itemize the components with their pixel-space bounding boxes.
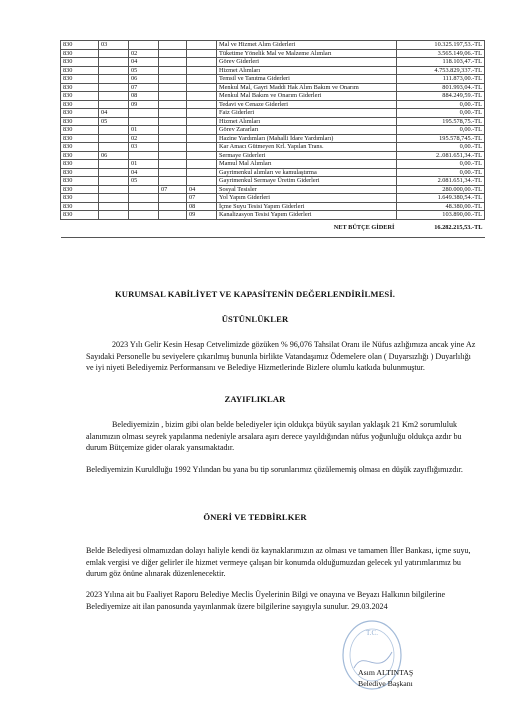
cell-code-1: 830 (61, 75, 99, 84)
table-row (61, 117, 485, 126)
cell-description: Mamul Mal Alımları (217, 160, 397, 169)
cell-code-2 (99, 134, 129, 143)
cell-code-5 (187, 83, 217, 92)
cell-code-1: 830 (61, 160, 99, 169)
cell-code-4 (159, 177, 187, 186)
signature-title: Belediye Başkanı (358, 678, 413, 688)
cell-code-1: 830 (61, 83, 99, 92)
table-row (61, 126, 485, 135)
cell-amount: 195.578,75.-TL (397, 117, 485, 126)
cell-code-4 (159, 41, 187, 50)
cell-code-5 (187, 117, 217, 126)
cell-code-1: 830 (61, 58, 99, 67)
cell-code-3 (129, 202, 159, 211)
table-row (61, 177, 485, 186)
cell-code-3 (129, 185, 159, 194)
cell-code-1: 830 (61, 41, 99, 50)
cell-code-2 (99, 177, 129, 186)
cell-code-2 (99, 160, 129, 169)
table-row (61, 49, 485, 58)
cell-description: Temsil ve Tanıtma Giderleri (217, 75, 397, 84)
cell-code-1: 830 (61, 211, 99, 220)
cell-code-2 (99, 168, 129, 177)
cell-code-5 (187, 58, 217, 67)
cell-code-5 (187, 168, 217, 177)
cell-description: Sosyal Tesisler (217, 185, 397, 194)
cell-code-4 (159, 100, 187, 109)
cell-amount: 195.578,745.-TL (397, 134, 485, 143)
cell-description: Hizmet Alımları (217, 117, 397, 126)
cell-code-3 (129, 109, 159, 118)
cell-code-5 (187, 151, 217, 160)
cell-code-1: 830 (61, 185, 99, 194)
cell-description: Görev Giderleri (217, 58, 397, 67)
cell-description: Tedavi ve Cenaze Giderleri (217, 100, 397, 109)
cell-code-5 (187, 160, 217, 169)
cell-code-4 (159, 66, 187, 75)
cell-amount: 0,00.-TL (397, 143, 485, 152)
cell-code-4 (159, 211, 187, 220)
cell-code-5 (187, 134, 217, 143)
cell-code-4 (159, 92, 187, 101)
cell-code-5 (187, 100, 217, 109)
cell-code-4 (159, 168, 187, 177)
cell-amount: 884.249,59.-TL (397, 92, 485, 101)
cell-description: Görev Zararları (217, 126, 397, 135)
cell-code-2 (99, 126, 129, 135)
cell-code-1: 830 (61, 177, 99, 186)
table-row (61, 143, 485, 152)
cell-code-2 (99, 83, 129, 92)
cell-description: Faiz Giderleri (217, 109, 397, 118)
stamp-label: T.C. (366, 629, 378, 637)
strengths-paragraph: 2023 Yılı Gelir Kesin Hesap Cetvelimizde gözüken % 96,076 Tahsilat Oranı ile Nüfus azlığımıza ancak yine Az Sayıdaki Personelle bu seviyelere çıkarılmış bununla birlikte Vatandaşımız Ödemelere olan ( Duyarsızlığı ) Duyarlılığı ve iyi niyeti Belediyemiz Performansını ve Belediye Hizmetlerinde Bizlere olumlu katkıda bulunmuştur. (86, 340, 476, 373)
table-row (61, 211, 485, 220)
table-row (61, 92, 485, 101)
cell-code-2 (99, 202, 129, 211)
weaknesses-paragraph-2: Belediyemizin Kuruldluğu 1992 Yılından bu yana bu tip sorunlarımız çözülememiş olması en düşük zayıflığımızdır. (86, 465, 463, 474)
cell-description: Gayrimenkul Sermaye Üretim Giderleri (217, 177, 397, 186)
cell-amount: 103.890,00.-TL (397, 211, 485, 220)
cell-code-3: 05 (129, 177, 159, 186)
cell-description: Kanalizasyon Tesisi Yapım Giderleri (217, 211, 397, 220)
cell-amount: 280.000,00.-TL (397, 185, 485, 194)
cell-amount: 3.565.149,06.-TL (397, 49, 485, 58)
cell-code-5 (187, 126, 217, 135)
cell-code-2 (99, 100, 129, 109)
cell-description: Sermaye Giderleri (217, 151, 397, 160)
cell-code-3: 07 (129, 83, 159, 92)
cell-description: Yol Yapım Giderleri (217, 194, 397, 203)
table-row (61, 151, 485, 160)
cell-code-5 (187, 41, 217, 50)
cell-code-2: 04 (99, 109, 129, 118)
total-amount: 16.282.215,53.-TL (397, 219, 485, 237)
cell-code-5 (187, 49, 217, 58)
cell-amount: 0,00.-TL (397, 126, 485, 135)
signature-name: Asım ALTINTAŞ (358, 668, 414, 677)
cell-code-4 (159, 194, 187, 203)
cell-code-1: 830 (61, 194, 99, 203)
cell-description: İçme Suyu Tesisi Yapım Giderleri (217, 202, 397, 211)
cell-amount: 2.081.651,34.-TL (397, 177, 485, 186)
cell-code-3 (129, 117, 159, 126)
table-row (61, 194, 485, 203)
cell-description: Kar Amacı Gütmeyen Krl. Yapılan Trans. (217, 143, 397, 152)
heading-recommendations: ÖNERİ VE TEDBİRLKER (203, 512, 307, 522)
cell-code-1: 830 (61, 143, 99, 152)
cell-code-1: 830 (61, 134, 99, 143)
cell-code-2 (99, 75, 129, 84)
cell-code-1: 830 (61, 49, 99, 58)
signature-block (358, 668, 413, 689)
cell-code-1: 830 (61, 100, 99, 109)
cell-code-2 (99, 66, 129, 75)
cell-code-1: 830 (61, 92, 99, 101)
cell-code-3: 09 (129, 100, 159, 109)
cell-code-4 (159, 117, 187, 126)
budget-table (60, 40, 485, 238)
cell-code-2 (99, 92, 129, 101)
cell-code-2 (99, 143, 129, 152)
cell-code-3: 06 (129, 75, 159, 84)
cell-code-3: 05 (129, 66, 159, 75)
cell-code-3: 01 (129, 126, 159, 135)
cell-code-3 (129, 211, 159, 220)
cell-code-5: 07 (187, 194, 217, 203)
table-row (61, 41, 485, 50)
cell-description: Tüketime Yönelik Mal ve Malzeme Alımları (217, 49, 397, 58)
cell-description: Menkul Mal, Gayri Maddi Hak Alım Bakım ve Onarım (217, 83, 397, 92)
table-row (61, 168, 485, 177)
cell-code-1: 830 (61, 126, 99, 135)
cell-code-2 (99, 49, 129, 58)
cell-code-2: 05 (99, 117, 129, 126)
table-row (61, 185, 485, 194)
cell-code-2: 03 (99, 41, 129, 50)
heading-strengths: ÜSTÜNLÜKLER (221, 314, 289, 324)
cell-description: Menkul Mal Bakım ve Onarım Giderleri (217, 92, 397, 101)
cell-code-3: 08 (129, 92, 159, 101)
cell-code-1: 830 (61, 66, 99, 75)
cell-code-5 (187, 177, 217, 186)
cell-code-2 (99, 58, 129, 67)
cell-code-1: 830 (61, 168, 99, 177)
cell-code-1: 830 (61, 151, 99, 160)
cell-code-2 (99, 194, 129, 203)
cell-code-2 (99, 211, 129, 220)
cell-code-4 (159, 126, 187, 135)
cell-code-3: 04 (129, 168, 159, 177)
cell-code-5: 08 (187, 202, 217, 211)
budget-table-body (61, 41, 485, 220)
budget-total-row (61, 219, 485, 237)
cell-amount: 0,00.-TL (397, 168, 485, 177)
cell-description: Hizmet Alımları (217, 66, 397, 75)
cell-code-4 (159, 143, 187, 152)
cell-code-5: 04 (187, 185, 217, 194)
table-row (61, 58, 485, 67)
cell-amount: 48.380,00.-TL (397, 202, 485, 211)
cell-code-5 (187, 75, 217, 84)
cell-code-4 (159, 160, 187, 169)
cell-description: Hazine Yardımları (Mahalli İdare Yardımları) (217, 134, 397, 143)
cell-code-4: 07 (159, 185, 187, 194)
total-label: NET BÜTÇE GİDERİ (217, 219, 397, 237)
cell-amount: 118.103,47.-TL (397, 58, 485, 67)
cell-code-4 (159, 58, 187, 67)
cell-code-3: 02 (129, 134, 159, 143)
table-row (61, 66, 485, 75)
cell-code-5: 09 (187, 211, 217, 220)
cell-code-4 (159, 134, 187, 143)
cell-amount: 2..081.651,34.-TL (397, 151, 485, 160)
cell-amount: 0,00.-TL (397, 160, 485, 169)
cell-code-5 (187, 66, 217, 75)
cell-code-4 (159, 151, 187, 160)
cell-code-5 (187, 109, 217, 118)
cell-amount: 0,00.-TL (397, 109, 485, 118)
cell-code-4 (159, 83, 187, 92)
weaknesses-paragraph-1: Belediyemizin , bizim gibi olan belde belediyeler için oldukça büyük sayılan yaklaşık 21 Km2 sorumluluk alanımızın olması seyrek yapılanma nedeniyle arsalara aşırı derece yayıldığından nüfus yoğunluğu oldukça azdır bu durum Bütçemize gider olarak yansımaktadır. (86, 420, 462, 453)
cell-code-3: 01 (129, 160, 159, 169)
cell-code-2 (99, 185, 129, 194)
cell-code-3: 04 (129, 58, 159, 67)
cell-amount: 801.993,04.-TL (397, 83, 485, 92)
cell-code-4 (159, 202, 187, 211)
cell-code-3 (129, 194, 159, 203)
cell-code-5 (187, 92, 217, 101)
table-row (61, 134, 485, 143)
cell-code-3 (129, 41, 159, 50)
cell-amount: 10.325.197,53.-TL (397, 41, 485, 50)
cell-code-1: 830 (61, 202, 99, 211)
cell-amount: 4.753.829,337.-TL (397, 66, 485, 75)
heading-institutional-capacity: KURUMSAL KABİLİYET VE KAPASİTENİN DEĞERLENDİRİLMESİ. (114, 289, 396, 299)
recommendations-paragraph: Belde Belediyesi olmamızdan dolayı haliyle kendi öz kaynaklarımızın az olması ve tamamen İller Bankası, içme suyu, emlak vergisi ve diğer gelirler ile hizmet vermeye çalışan bir konumda olduğumuzdan gelecek yıl yatırımlarımız bu durum göz önüne alınarak düzenlenecektir. (86, 546, 471, 579)
cell-description: Mal ve Hizmet Alım Giderleri (217, 41, 397, 50)
cell-code-3: 03 (129, 143, 159, 152)
cell-amount: 0,00.-TL (397, 100, 485, 109)
cell-code-1: 830 (61, 109, 99, 118)
heading-weaknesses: ZAYIFLIKLAR (224, 394, 286, 404)
cell-code-5 (187, 143, 217, 152)
cell-code-3 (129, 151, 159, 160)
table-row (61, 160, 485, 169)
table-row (61, 100, 485, 109)
cell-code-2: 06 (99, 151, 129, 160)
cell-amount: 1.649.380,54.-TL (397, 194, 485, 203)
table-row (61, 202, 485, 211)
total-spacer (61, 219, 217, 237)
cell-code-4 (159, 109, 187, 118)
cell-description: Gayrimenkul alımları ve kamulaştırma (217, 168, 397, 177)
closing-paragraph: 2023 Yılına ait bu Faaliyet Raporu Belediye Meclis Üyelerinin Bilgi ve onayına ve Beyazı Halkının bilgilerine Belediyemize ait ilan panosunda yayınlanmak üzere bilgilerine sayıgıyla sunulur. 29.03.2024 (86, 590, 446, 611)
cell-code-4 (159, 75, 187, 84)
cell-code-3: 02 (129, 49, 159, 58)
cell-code-1: 830 (61, 117, 99, 126)
cell-code-4 (159, 49, 187, 58)
table-row (61, 83, 485, 92)
table-row (61, 75, 485, 84)
cell-amount: 111.873,00.-TL (397, 75, 485, 84)
table-row (61, 109, 485, 118)
